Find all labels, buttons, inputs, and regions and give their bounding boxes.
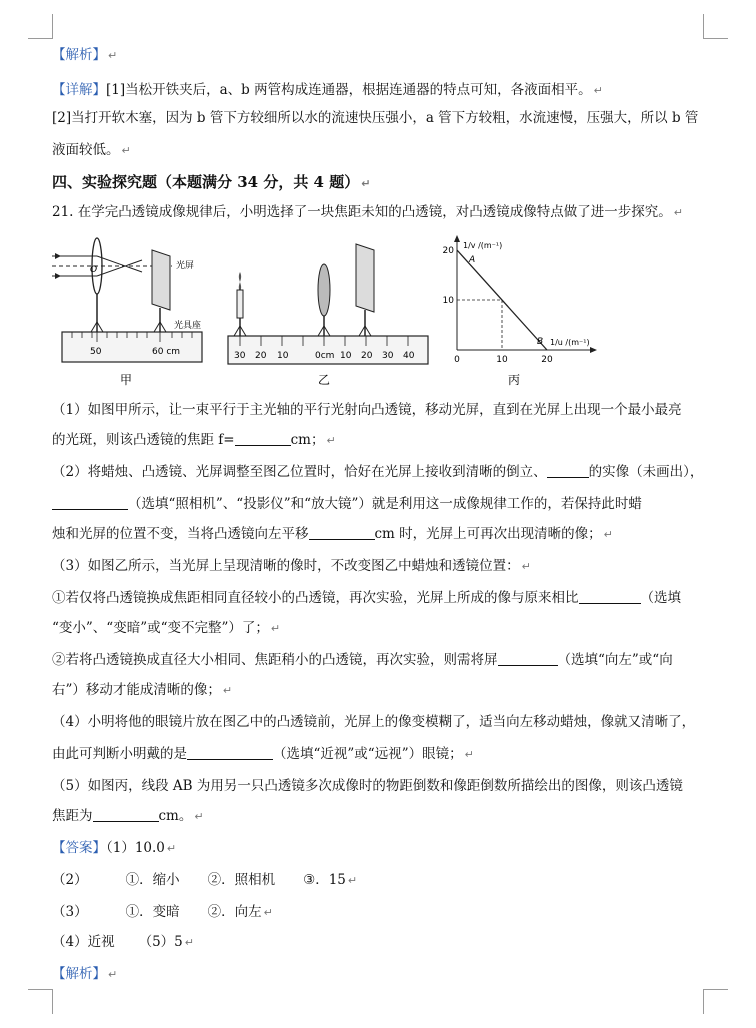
answer-tag: 【答案】 (52, 840, 106, 856)
caption-jia: 甲 (120, 373, 133, 387)
q5-line-b: 焦距为 cm。 ↵ (52, 808, 204, 824)
jia-tick-50: 50 (90, 347, 102, 357)
crop-mark-top-left (28, 14, 53, 39)
analysis-tag: 【解析】 (52, 47, 106, 63)
q4-line-a: （4）小明将他的眼镜片放在图乙中的凸透镜前，光屏上的像变模糊了，适当向左移动蜡烛，像就又清晰了， (52, 714, 696, 730)
bing-x-label: 1/u /(m⁻¹) (550, 338, 590, 347)
yi-tick-3: 0cm (315, 351, 335, 361)
bing-y-tick-10: 10 (442, 296, 454, 306)
bing-x-tick-20: 20 (541, 355, 553, 365)
jia-tick-60: 60 cm (152, 347, 181, 357)
yi-tick-2: 10 (277, 351, 289, 361)
yi-tick-4: 10 (340, 351, 352, 361)
analysis-tag-2: 【解析】 (52, 966, 106, 982)
yi-tick-5: 20 (361, 351, 373, 361)
yi-tick-0: 30 (234, 351, 246, 361)
q1-line-b: 的光斑，则该凸透镜的焦距 f= cm； ↵ (52, 432, 336, 448)
detail-line-1: 【详解】[1]当松开铁夹后，a、b 两管构成连通器，根据连通器的特点可知，各液面相平。 ↵ (52, 82, 603, 98)
detail-line-2: [2]当打开软木塞，因为 b 管下方较细所以水的流速快压强小，a 管下方较粗，水流速慢，压强大，所以 b 管 (52, 110, 699, 126)
yi-tick-6: 30 (382, 351, 394, 361)
q2-line-a: （2）将蜡烛、凸透镜、光屏调整至图乙位置时，恰好在光屏上接收到清晰的倒立、 的实像（未画出）， (52, 464, 704, 480)
crop-mark-bottom-left (28, 989, 53, 1014)
lens-label: O (90, 265, 98, 275)
q4-line-b: 由此可判断小明戴的是 （选填“近视”或“远视”）眼镜； ↵ (52, 746, 474, 762)
crop-mark-top-right (703, 14, 728, 39)
detail-tag: 【详解】 (52, 82, 106, 98)
bing-point-b: B (537, 337, 544, 347)
blank-device (52, 495, 128, 510)
figure-jia (52, 238, 202, 387)
yi-tick-7: 40 (403, 351, 415, 361)
caption-yi: 乙 (318, 373, 331, 387)
q3-line: （3）如图乙所示，当光屏上呈现清晰的像时，不改变图乙中蜡烛和透镜位置： ↵ (52, 558, 531, 574)
figure-yi (228, 244, 428, 387)
blank-image-change (579, 589, 641, 604)
bing-y-label: 1/v /(m⁻¹) (463, 241, 503, 250)
section-heading: 四、实验探究题（本题满分 34 分，共 4 题） ↵ (52, 173, 371, 191)
blank-glasses-type (187, 745, 273, 760)
crop-mark-bottom-right (703, 989, 728, 1014)
bench-label: 光具座 (174, 321, 202, 331)
screen-label: 光屏 (176, 261, 195, 271)
q3-1-line-a: ①若仅将凸透镜换成焦距相同直径较小的凸透镜，再次实验，光屏上所成的像与原来相比 （选填 (52, 590, 681, 606)
yi-tick-1: 20 (255, 351, 267, 361)
answer-line-1: 【答案】（1）10.0 ↵ (52, 840, 177, 856)
q5-line-a: （5）如图丙，线段 AB 为用另一只凸透镜多次成像时的物距倒数和像距倒数所描绘出的图像，则该凸透镜 (52, 778, 683, 794)
blank-focal-length (235, 431, 291, 446)
caption-bing: 丙 (508, 373, 521, 387)
answer-line-2: （2） ①．缩小 ②．照相机 ③．15 ↵ (52, 872, 358, 888)
experiment-figure (52, 232, 612, 390)
q2-line-b: （选填“照相机”、“投影仪”和“放大镜”）就是利用这一成像规律工作的，若保持此时蜡 (52, 494, 712, 514)
detail-line-3: 液面较低。 ↵ (52, 142, 131, 158)
analysis-tag-line-2: 【解析】 ↵ (52, 966, 118, 982)
blank-focal-length-2 (93, 807, 159, 822)
q2-line-c: 烛和光屏的位置不变，当将凸透镜向左平移 cm 时，光屏上可再次出现清晰的像； ↵ (52, 526, 613, 542)
q3-1-line-b: “变小”、“变暗”或“变不完整”）了； ↵ (52, 620, 281, 636)
bing-x-tick-10: 10 (496, 355, 508, 365)
bing-point-a: A (469, 255, 476, 265)
answer-line-4: （4）近视 （5）5 ↵ (52, 934, 194, 950)
q3-2-line-a: ②若将凸透镜换成直径大小相同、焦距稍小的凸透镜，再次实验，则需将屏 （选填“向左”或“向 (52, 652, 673, 668)
blank-screen-direction (498, 651, 558, 666)
q1-line-a: （1）如图甲所示，让一束平行于主光轴的平行光射向凸透镜，移动光屏，直到在光屏上出现一个最小最亮 (52, 402, 682, 418)
bing-y-tick-20: 20 (442, 246, 454, 256)
figure-bing (443, 235, 597, 387)
question-21-intro: 21. 在学完凸透镜成像规律后，小明选择了一块焦距未知的凸透镜，对凸透镜成像特点做了进一步探究。 ↵ (52, 204, 683, 220)
blank-shift (309, 525, 375, 540)
bing-x-tick-0: 0 (454, 355, 460, 365)
analysis-tag-line: 【解析】 ↵ (52, 47, 118, 63)
blank-image-type (547, 463, 589, 478)
answer-line-3: （3） ①．变暗 ②．向左 ↵ (52, 904, 273, 920)
q3-2-line-b: 右”）移动才能成清晰的像； ↵ (52, 682, 233, 698)
